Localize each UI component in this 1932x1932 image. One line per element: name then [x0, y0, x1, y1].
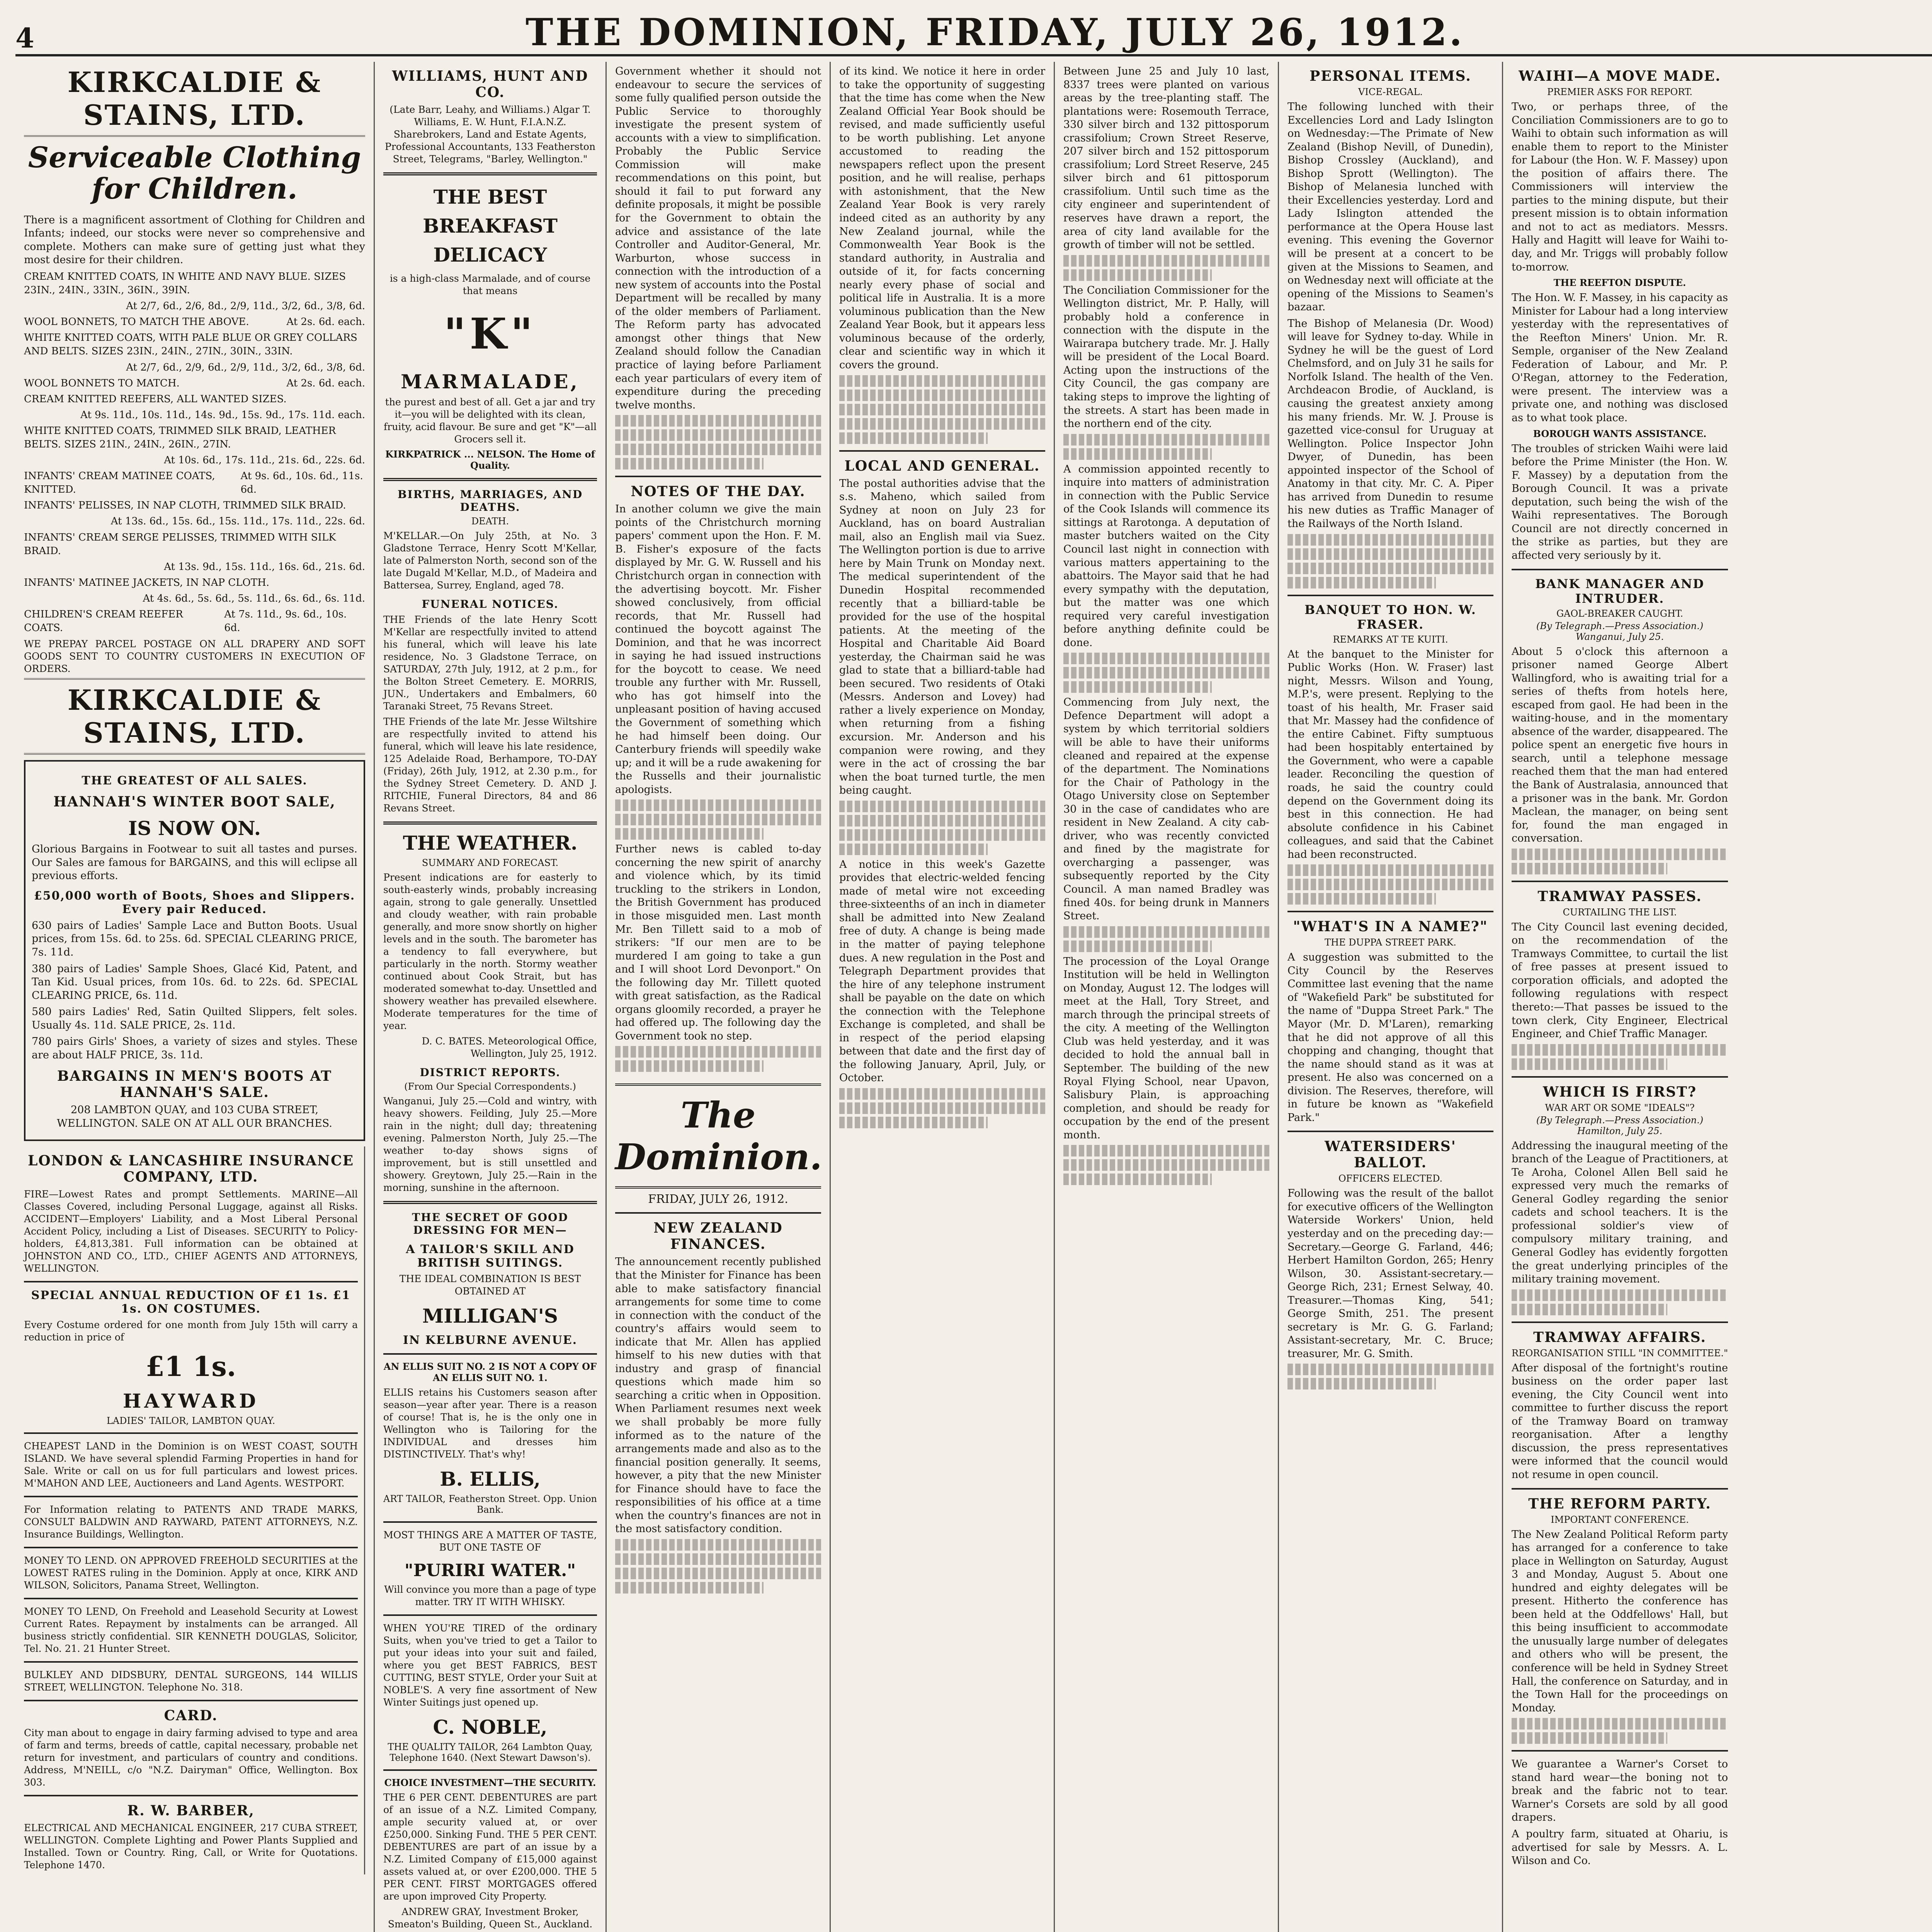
hannah-heading: HANNAH'S WINTER BOOT SALE,	[53, 794, 336, 810]
item-label: INFANTS' PELISSES, IN NAP CLOTH, TRIMMED SILK BRAID.	[24, 500, 346, 512]
text-line	[839, 418, 1045, 430]
text-line	[1063, 434, 1269, 446]
text-line	[1063, 1173, 1212, 1185]
hannah-line: 780 pairs Girls' Shoes, a variety of sizes and styles. These are about HALF PRICE, 3s. 11d.	[32, 1036, 357, 1061]
price-row	[24, 299, 365, 313]
reefton-heading: THE REEFTON DISPUTE.	[1553, 277, 1686, 289]
item-label: INFANTS' CREAM MATINEE COATS, KNITTED.	[24, 470, 215, 496]
mens-boots-heading: BARGAINS IN MEN'S BOOTS AT HANNAH'S SALE.	[57, 1068, 332, 1101]
marmalade-k-logo: "K"	[444, 309, 537, 359]
text-line	[1063, 255, 1269, 267]
bank-manager-heading: BANK MANAGER AND INTRUDER.	[1535, 576, 1704, 606]
divider	[383, 1201, 597, 1204]
ellis-heading: AN ELLIS SUIT NO. 2 IS NOT A COPY OF AN ELLIS SUIT NO. 1.	[383, 1361, 597, 1383]
text-line	[839, 829, 1045, 841]
tramway-affairs-sub: REORGANISATION STILL "IN COMMITTEE."	[1512, 1347, 1728, 1359]
item-price: At 13s. 9d., 15s. 11d., 16s. 6d., 21s. 6d.	[164, 561, 365, 573]
small-ad: BULKLEY AND DIDSBURY, DENTAL SURGEONS, 144 WILLIS STREET, WELLINGTON. Telephone No. 318.	[24, 1669, 358, 1693]
borough-heading: BOROUGH WANTS ASSISTANCE.	[1533, 428, 1707, 439]
item-label: WOOL BONNETS TO MATCH.	[24, 377, 180, 389]
price-row	[24, 469, 365, 497]
nz-finances-heading: NEW ZEALAND FINANCES.	[653, 1220, 783, 1253]
column-5	[1055, 62, 1279, 1932]
page-number: 4	[15, 22, 34, 54]
marmalade-best: THE BEST BREAKFAST DELICACY	[423, 185, 558, 266]
kirkcaldie-intro: There is a magnificent assortment of Clothing for Children and Infants; indeed, our stocks were never so comprehensive and complete. Mothers can make sure of getting just what they most desire for their children.	[24, 214, 365, 266]
item-label: CREAM KNITTED REEFERS, ALL WANTED SIZES.	[24, 393, 287, 405]
divider	[1512, 881, 1728, 882]
text-line	[615, 1553, 821, 1565]
divider	[1512, 569, 1728, 570]
whats-in-a-name-heading: "WHAT'S IN A NAME?"	[1293, 918, 1488, 935]
item-price: At 10s. 6d., 17s. 11d., 21s. 6d., 22s. 6d.	[164, 454, 365, 466]
london-insurance-text: FIRE—Lowest Rates and prompt Settlements. MARINE—All Classes Covered, including Personal Luggage, against all Risks. ACCIDENT—Employers' Liability, and a Most Liberal Personal Accident Policy, including a List of Diseases. SECURITY to Policy-holders, £4,813,381. Full information can be obtained at JOHNSTON AND CO., LTD., CHIEF AGENTS AND ATTORNEYS, WELLINGTON.	[24, 1189, 358, 1274]
dominion-date: FRIDAY, JULY 26, 1912.	[648, 1192, 788, 1206]
which-is-first-sub: WAR ART OR SOME "IDEALS"?	[1545, 1102, 1695, 1113]
divider	[24, 1281, 358, 1282]
item-label: WHITE KNITTED COATS, WITH PALE BLUE OR GREY COLLARS AND BELTS. SIZES 23IN., 24IN., 27IN., 30IN., 33IN.	[24, 332, 357, 357]
text-line	[615, 814, 821, 825]
tramway-passes-heading: TRAMWAY PASSES.	[1537, 888, 1702, 905]
price-row	[24, 576, 365, 590]
item-label: CHILDREN'S CREAM REEFER COATS.	[24, 609, 183, 634]
divider	[383, 821, 597, 825]
text-line	[839, 432, 988, 444]
text-line	[1063, 940, 1212, 952]
tailor-sub: A TAILOR'S SKILL AND BRITISH SUITINGS.	[406, 1243, 575, 1270]
district-text: Wanganui, July 25.—Cold and wintry, with heavy showers. Feilding, July 25.—More rain in the night; dull day; threatening evening. Palmerston North, July 25.—The weather to-day shows signs of improvement, but is still unsettled and showery. Greytown, July 25.—Rain in the morning, sunshine in the afternoon.	[383, 1095, 597, 1193]
item-price: At 2/7, 6d., 2/9, 6d., 2/9, 11d., 3/2, 6d., 3/8, 6d.	[126, 361, 365, 373]
williams-hunt-name: WILLIAMS, HUNT AND CO.	[392, 68, 588, 100]
price-row	[24, 315, 365, 329]
text-line	[1287, 879, 1493, 890]
text-line	[1512, 1732, 1667, 1744]
barber-text: ELECTRICAL AND MECHANICAL ENGINEER, 217 CUBA STREET, WELLINGTON. Complete Lighting and Power Plants Supplied and Installed. Town or Country. Ring, Call, or Write for Quotations. Telephone 1470.	[24, 1822, 358, 1871]
reform-party-sub: IMPORTANT CONFERENCE.	[1551, 1514, 1689, 1525]
text-line	[615, 1568, 821, 1579]
postage-note: WE PREPAY PARCEL POSTAGE ON ALL DRAPERY AND SOFT GOODS SENT TO COUNTRY CUSTOMERS IN EXECUTION OF ORDERS.	[24, 638, 365, 675]
whats-in-a-name-text: A suggestion was submitted to the City Council by the Reserves Committee last evening that the name of "Wakefield Park" be substituted for the name of "Duppa Street Park." The Mayor (Mr. D. M'Laren), remarking that he did not approve of all this chopping and changing, thought that the name should stand as it was at present. He also was concerned on a division. The Reserves, therefore, will in future be known as "Wakefield Park."	[1287, 951, 1493, 1124]
price-row	[24, 499, 365, 512]
text-line	[1287, 1378, 1436, 1389]
personal-items-heading: PERSONAL ITEMS.	[1310, 68, 1471, 84]
item-price: At 4s. 6d., 5s. 6d., 5s. 11d., 6s. 6d., 6s. 11d.	[143, 592, 365, 604]
item-label: WOOL BONNETS, TO MATCH THE ABOVE.	[24, 316, 249, 328]
barber-name: R. W. BARBER,	[127, 1803, 255, 1819]
whats-in-a-name-sub: THE DUPPA STREET PARK.	[1325, 937, 1456, 948]
divider	[24, 1496, 358, 1497]
waihi-sub: PREMIER ASKS FOR REPORT.	[1547, 87, 1692, 97]
hayward-price: £1 1s.	[145, 1350, 236, 1383]
text-line	[1287, 534, 1493, 546]
investment-signature: ANDREW GRAY, Investment Broker, Smeaton's Building, Queen St., Auckland.	[388, 1906, 593, 1930]
text-line	[615, 828, 764, 840]
bank-manager-sub: GAOL-BREAKER CAUGHT.	[1556, 608, 1684, 619]
price-row	[24, 424, 365, 451]
kirkcaldie-ad-title: KIRKCALDIE & STAINS, LTD.	[24, 62, 365, 137]
price-row	[24, 454, 365, 467]
which-is-first-heading: WHICH IS FIRST?	[1543, 1083, 1697, 1100]
divider	[615, 1212, 821, 1214]
vice-regal-text: The following lunched with their Excellencies Lord and Lady Islington on Wednesday:—The Primate of New Zealand (Bishop Nevill, of Dunedin), Bishop Crossley (Auckland), and Bishop Sprott (Wellington). The Bishop of Melanesia lunched with their Excellencies yesterday. Lord and Lady Islington attended the performance at the Opera House last evening. This evening the Governor will be present at a concert to be given at the Missions to Seamen, and on Wednesday next will officiate at the opening of the Missions to Seamen's bazaar.	[1287, 101, 1493, 313]
reform-party-heading: THE REFORM PARTY.	[1528, 1495, 1711, 1512]
text-line	[839, 1117, 988, 1128]
text-line	[1063, 448, 1212, 460]
ellis-text: ELLIS retains his Customers season after season—year after year. There is a reason of course! That is, he is the only one in Wellington who is Tailoring for the INDIVIDUAL and dresses him DISTINCTIVELY. That's why!	[383, 1387, 597, 1460]
mens-boots-text: 208 LAMBTON QUAY, and 103 CUBA STREET, WELLINGTON. SALE ON AT ALL OUR BRANCHES.	[57, 1104, 332, 1129]
tramway-affairs-text: After disposal of the fortnight's routine business on the order paper last evening, the City Council went into committee to further discuss the report of the Tramway Board on tramway reorganisation. After a lengthy discussion, the press representatives were informed that the council would not resume in open council.	[1512, 1362, 1728, 1481]
london-insurance-title: LONDON & LANCASHIRE INSURANCE COMPANY, LTD.	[27, 1153, 354, 1185]
kirkcaldie-ad-script: Serviceable Clothing for Children.	[28, 141, 361, 206]
text-line	[1512, 1289, 1728, 1301]
item-price: At 7s. 11d., 9s. 6d., 10s. 6d.	[224, 609, 347, 634]
hannah-line: 630 pairs of Ladies' Sample Lace and Button Boots. Usual prices, from 15s. 6d. to 25s. 6d. SPECIAL CLEARING PRICE, 7s. 11d.	[32, 919, 357, 958]
divider	[383, 1521, 597, 1523]
puriri-name: "PURIRI WATER."	[404, 1561, 576, 1580]
hannah-now-on: IS NOW ON.	[128, 817, 261, 840]
item-label: INFANTS' CREAM SERGE PELISSES, TRIMMED WITH SILK BRAID.	[24, 531, 336, 557]
small-ad: MONEY TO LEND, On Freehold and Leasehold Security at Lowest Current Rates. Repayment by instalments can be arranged. All business strictly confidential. SIR KENNETH DOUGLAS, Solicitor, Tel. No. 21. 21 Hunter Street.	[24, 1606, 358, 1655]
which-is-first-dateline: (By Telegraph.—Press Association.) Hamilton, July 25.	[1536, 1114, 1704, 1136]
text-line	[1512, 1058, 1667, 1070]
divider	[383, 1614, 597, 1616]
text-line	[615, 1582, 764, 1594]
text-line	[1287, 577, 1436, 588]
text-line	[615, 1539, 821, 1551]
watersiders-heading: WATERSIDERS' BALLOT.	[1325, 1138, 1456, 1171]
funeral-text-2: THE Friends of the late Mr. Jesse Wiltshire are respectfully invited to attend his funeral, which will leave his late residence, 125 Adelaide Road, Berhampore, TO-DAY (Friday), 26th July, 1912, at 2.30 p.m., for the Sydney Street Cemetery. D. AND J. RITCHIE, Funeral Directors, 84 and 86 Revans Street.	[383, 716, 597, 814]
divider	[24, 1661, 358, 1663]
text-line	[839, 815, 1045, 827]
weather-heading: THE WEATHER.	[403, 832, 578, 854]
divider	[24, 1598, 358, 1599]
divider	[383, 1769, 597, 1771]
weather-sub: SUMMARY AND FORECAST.	[422, 857, 559, 868]
text-line	[1063, 269, 1212, 281]
price-row	[24, 331, 365, 358]
marmalade-sub: is a high-class Marmalade, and of course that means	[389, 273, 591, 296]
local-and-general-text: The postal authorities advise that the s.s. Maheno, which sailed from Sydney at noon on July 23 for Auckland, has on board Australian mail, also an English mail via Suez. The Wellington portion is due to arrive here by Main Trunk on Monday next. The medical superintendent of the Dunedin Hospital recommended recently that a billiard-table be provided for the use of the hospital patients. At the meeting of the Hospital and Charitable Aid Board yesterday, the Chairman said he was glad to state that a billiard-table had been secured. Two residents of Otaki (Messrs. Anderson and Lovey) had rather a lively experience on Monday, when returning from a fishing excursion. Mr. Anderson and his companion were rowing, and they were in the act of crossing the bar when the boat turned turtle, the men being caught.	[839, 477, 1045, 797]
finance-article-continued: Government whether it should not endeavour to secure the services of some fully qualified person outside the Public Service to thoroughly investigate the present system of accounts with a view to simplification. Probably the Public Service Commission will make recommendations on this point, but should it fail to put forward any definite proposals, it might be possible for the Government to obtain the advice and assistance of the late Controller and Auditor-General, Mr. Warburton, whose success in connection with the introduction of a new system of accounts into the Postal Department will be recalled by many of the older members of Parliament. The Reform party has advocated amongst other things that New Zealand should follow the Canadian practice of laying before Parliament each year particulars of every item of expenditure during the preceding twelve months.	[615, 65, 821, 411]
item-price: At 9s. 6d., 10s. 6d., 11s. 6d.	[240, 470, 363, 496]
weather-signature: D. C. BATES. Meteorological Office, Wellington, July 25, 1912.	[422, 1036, 597, 1059]
item-price: At 2s. 6d. each.	[286, 377, 365, 389]
text-line	[1512, 1718, 1728, 1730]
the-dominion-nameplate: The Dominion.	[615, 1083, 821, 1189]
hayward-sub: LADIES' TAILOR, LAMBTON QUAY.	[106, 1415, 276, 1427]
funeral-text-1: THE Friends of the late Henry Scott M'Kellar are respectfully invited to attend his funeral, which will leave his late residence, No. 3 Gladstone Terrace, on SATURDAY, 27th July, 1912, at 2 p.m., for the Bolton Street Cemetery. E. MORRIS, JUN., Undertakers and Embalmers, 60 Taranaki Street, 75 Revans Street.	[383, 614, 597, 712]
column-3	[607, 62, 831, 1932]
text-line	[839, 801, 1045, 812]
district-heading: DISTRICT REPORTS.	[420, 1066, 561, 1079]
divider	[1287, 595, 1493, 596]
marmalade-text: the purest and best of all. Get a jar and try it—you will be delighted with its clean, fruity, acid flavour. Be sure and get "K"—all Grocers sell it.	[384, 396, 597, 445]
waihi-text: Two, or perhaps three, of the Conciliation Commissioners are to go to Waihi to obtain such information as will enable them to report to the Minister for Labour (the Hon. W. F. Massey) upon the position of affairs there. The Commissioners will interview the parties to the mining dispute, but their present mission is to obtain information and not to act as mediators. Messrs. Hally and Hagitt will leave for Waihi to-day, and Mr. Triggs will probably follow to-morrow.	[1512, 101, 1728, 273]
notes-of-the-day-heading: NOTES OF THE DAY.	[631, 483, 806, 500]
column-1	[15, 62, 375, 1932]
price-row	[24, 270, 365, 297]
hayward-heading: SPECIAL ANNUAL REDUCTION OF £1 1s. £1 1s. ON COSTUMES.	[31, 1289, 351, 1316]
hannah-boot-sale-ad	[24, 760, 365, 1141]
text-line	[839, 375, 1045, 387]
price-row	[24, 531, 365, 558]
divider	[24, 1547, 358, 1548]
text-line	[1512, 1304, 1667, 1315]
text-line	[1287, 563, 1493, 574]
hannah-greatest: THE GREATEST OF ALL SALES.	[82, 774, 308, 788]
column-7-inner	[1512, 68, 1728, 1868]
newspaper-title: THE DOMINION, FRIDAY, JULY 26, 1912.	[526, 10, 1464, 54]
divider	[1512, 1321, 1728, 1323]
investment-heading: CHOICE INVESTMENT—THE SECURITY.	[384, 1777, 596, 1788]
price-row	[24, 361, 365, 374]
text-line	[615, 415, 821, 427]
banquet-text: At the banquet to the Minister for Public Works (Hon. W. Fraser) last night, Messrs. Wilson and Young, M.P.'s, were present. Replying to the toast of his health, Mr. Fraser said that Mr. Massey had the confidence of the entire Cabinet. Fifty sumptuous had been hospitably entertained by the Government, who were a capable leader. Reconciling the question of roads, he said the country could depend on the Government doing its best in this connection. He had absolute confidence in his Cabinet colleagues, and said that the Cabinet had been reconstructed.	[1287, 648, 1493, 861]
further-news-text: Further news is cabled to-day concerning the new spirit of anarchy and violence which, by its timid truckling to the strikers in London, the British Government has produced in those misguided men. Last month Mr. Ben Tillett said to a mob of strikers: "If our men are to be murdered I am going to take a gun and I will shoot Lord Devonport." On the following day Mr. Tillett quoted with great satisfaction, as the Radical organs gloomily recorded, a prayer he had offered up. The following day the Government took no step.	[615, 843, 821, 1042]
marmalade-name: MARMALADE,	[401, 370, 580, 393]
death-text: M'KELLAR.—On July 25th, at No. 3 Gladstone Terrace, Henry Scott M'Kellar, late of Palmerston North, second son of the late Dugald M'Kellar, M.D., of Madeira and Battersea, Surrey, England, aged 78.	[383, 530, 597, 591]
notes-of-the-day-text: In another column we give the main points of the Christchurch morning papers' comment upon the Hon. F. M. B. Fisher's exposure of the facts displayed by Mr. G. W. Russell and his Christchurch organ in connection with the advertising boycott. Mr. Fisher showed conclusively, from official records, that Mr. Russell had continued the boycott against The Dominion, and that he was incorrect in saying he had issued instructions for the boycott to cease. We need trouble any further with Mr. Russell, who has got himself into the unpleasant position of having accused the Government of something which he had himself been doing. Our Canterbury friends will speedily wake up; and it will be a rude awakening for the Russells and their journalistic apologists.	[615, 503, 821, 796]
text-line	[1063, 667, 1269, 679]
column-4	[831, 62, 1055, 1932]
divider	[1287, 1131, 1493, 1132]
item-price: At 9s. 11d., 10s. 11d., 14s. 9d., 15s. 9d., 17s. 11d. each.	[80, 409, 365, 421]
warner-corset-ad: We guarantee a Warner's Corset to stand hard wear—the boning not to break and the fabric not to tear. Warner's Corsets are sold by all good drapers.	[1512, 1758, 1728, 1824]
small-ad: CHEAPEST LAND in the Dominion is on WEST COAST, SOUTH ISLAND. We have several splendid Farming Properties in hand for Sale. Write or call on us for full particulars and lowest prices. M'MAHON AND LEE, Auctioneers and Land Agents. WESTPORT.	[24, 1440, 358, 1489]
divider	[1512, 1076, 1728, 1078]
nz-finances-text: The announcement recently published that the Minister for Finance has been able to make satisfactory financial arrangements for some time to come in connection with the conduct of the country's affairs would seem to indicate that Mr. Allen has applied himself to his new duties with that industry and grasp of financial questions which made him so searching a critic when in Opposition. When Parliament resumes next week we shall probably be more fully informed as to the nature of the arrangements made and also as to the financial position generally. It seems, however, a pity that the new Minister for Finance should have to face the responsibilities of his office at a time when the country's finances are not in the most satisfactory condition.	[615, 1256, 821, 1535]
poultry-farm-ad: A poultry farm, situated at Ohariu, is advertised for sale by Messrs. A. L. Wilson and Co.	[1512, 1828, 1728, 1867]
text-line	[1063, 653, 1269, 664]
column-6	[1279, 62, 1503, 1932]
divider	[24, 1795, 358, 1796]
williams-hunt-text: (Late Barr, Leahy, and Williams.) Algar T. Williams, E. W. Hunt, F.I.A.N.Z. Sharebrokers, Land and Estate Agents, Professional Accountants, 133 Featherston Street, Telegrams, "Barley, Wellington."	[385, 104, 595, 165]
which-is-first-text: Addressing the inaugural meeting of the branch of the League of Practitioners, at Te Aroha, Colonel Allen Bell said he expressed very much the remarks of General Godley regarding the senior cadets and school teachers. It is the professional soldier's view of compulsory military training, and General Godley has evidently forgotten the great underlying principles of the military training movement.	[1512, 1139, 1728, 1286]
noble-text: WHEN YOU'RE TIRED of the ordinary Suits, when you've tried to get a Tailor to put your ideas into your suit and failed, where you get BEST FABRICS, BEST CUTTING, BEST STYLE, Order your Suit at NOBLE'S. A very fine assortment of New Winter Suitings just opened up.	[383, 1622, 597, 1708]
marmalade-maker: KIRKPATRICK ... NELSON. The Home of Quality.	[385, 449, 595, 471]
text-line	[1512, 849, 1728, 860]
local-and-general-text-2: A notice in this week's Gazette provides that electric-welded fencing made of metal wire not exceeding three-sixteenths of an inch in diameter shall be admitted into New Zealand free of duty. A change is being made in the matter of paying telephone dues. A new regulation in the Post and Telegraph Department provides that the hire of any telephone instrument shall be payable on the date on which the connection with the Telephone Exchange is completed, and shall be in respect of the period elapsing between that date and the first day of the following January, April, July, or October.	[839, 858, 1045, 1084]
tailor-heading: THE SECRET OF GOOD DRESSING FOR MEN—	[412, 1211, 568, 1236]
bank-manager-dateline: (By Telegraph.—Press Association.) Wanganui, July 25.	[1536, 620, 1704, 642]
kirkcaldie-ad2-title: KIRKCALDIE & STAINS, LTD.	[24, 678, 365, 755]
local-news-para: The procession of the Loyal Orange Institution will be held in Wellington on Monday, August 12. The lodges will meet at the Hall, Tory Street, and march through the principal streets of the city. A meeting of the Wellington Club was held yesterday, and it was decided to hold the annual ball in September. The building of the new Royal Flying School, near Upavon, Salisbury Plain, is approaching completion, and should be ready for occupation by the end of the present month.	[1063, 955, 1269, 1141]
col1-lower-left	[24, 1146, 365, 1874]
banquet-heading: BANQUET TO HON. W. FRASER.	[1304, 602, 1476, 632]
small-ad: For Information relating to PATENTS AND TRADE MARKS, CONSULT BALDWIN AND RAYWARD, PATENT ATTORNEYS, N.Z. Insurance Buildings, Wellington.	[24, 1504, 358, 1540]
text-line	[839, 389, 1045, 401]
death-heading: DEATH.	[471, 516, 509, 527]
price-row	[24, 408, 365, 422]
bmd-heading: BIRTHS, MARRIAGES, AND DEATHS.	[397, 488, 583, 514]
item-label: WHITE KNITTED COATS, TRIMMED SILK BRAID, LEATHER BELTS. SIZES 21IN., 24IN., 26IN., 27IN.	[24, 425, 336, 450]
text-line	[1063, 1159, 1269, 1171]
clothing-price-list	[24, 270, 365, 635]
watersiders-sub: OFFICERS ELECTED.	[1338, 1173, 1443, 1184]
price-row	[24, 377, 365, 390]
price-row	[24, 560, 365, 574]
text-line	[1287, 893, 1436, 905]
text-line	[839, 404, 1045, 415]
tailor-name: MILLIGAN'S	[422, 1304, 558, 1327]
divider	[383, 478, 597, 481]
text-line	[1063, 1145, 1269, 1156]
tramway-passes-text: The City Council last evening decided, on the recommendation of the Tramways Committee, to curtail the list of free passes at present issued to corporation officials, and adopted the following regulations with respect thereto:—That passes be issued to the town clerk, City Engineer, Electrical Engineer, and Chief Traffic Manager.	[1512, 921, 1728, 1040]
noble-sub: THE QUALITY TAILOR, 264 Lambton Quay, Telephone 1640. (Next Stewart Dawson's).	[388, 1742, 593, 1763]
text-line	[839, 1088, 1045, 1100]
tailor-address: IN KELBURNE AVENUE.	[403, 1333, 578, 1347]
borough-text: The troubles of stricken Waihi were laid before the Prime Minister (the Hon. W. F. Massey) by a deputation from the Borough Council. It was a private deputation, such being the wish of the Waihi representatives. The Borough Council are not directly concerned in the strike as parties, but they are affected very seriously by it.	[1512, 442, 1728, 561]
divider	[1512, 1488, 1728, 1490]
year-book-article: of its kind. We notice it here in order to take the opportunity of suggesting that the time has come when the New Zealand Official Year Book should be revised, and made sufficiently useful to be worth publishing. Let anyone accustomed to reading the newspapers reflect upon the present position, and he will realise, perhaps with astonishment, that the New Zealand Year Book is very rarely indeed cited as an authority by any New Zealand journal, while the Commonwealth Year Book is the standard authority, in Australia and outside of it, for facts concerning nearly every phase of social and political life in Australia. It is a more voluminous publication than the New Zealand Year Book, but it appears less voluminous because of the orderly, clear and scientific way in which it covers the ground.	[839, 65, 1045, 371]
price-row	[24, 592, 365, 605]
divider	[24, 1432, 358, 1434]
text-line	[615, 799, 821, 811]
small-ad: MONEY TO LEND. ON APPROVED FREEHOLD SECURITIES at the LOWEST RATES ruling in the Dominion. Apply at once, KIRK AND WILSON, Solicitors, Panama Street, Wellington.	[24, 1555, 358, 1591]
tailor-combo: THE IDEAL COMBINATION IS BEST OBTAINED AT	[399, 1273, 581, 1297]
hannah-stock: £50,000 worth of Boots, Shoes and Slippers. Every pair Reduced.	[34, 889, 355, 916]
text-line	[615, 458, 764, 469]
masthead	[15, 8, 1932, 56]
text-line	[1287, 548, 1493, 560]
tramway-affairs-heading: TRAMWAY AFFAIRS.	[1533, 1329, 1706, 1345]
puriri-sub: Will convince you more than a page of type matter. TRY IT WITH WHISKY.	[384, 1584, 596, 1607]
divider	[615, 476, 821, 477]
divider	[839, 450, 1045, 452]
text-line	[1512, 863, 1667, 874]
item-label: CREAM KNITTED COATS, IN WHITE AND NAVY BLUE. SIZES 23IN., 24IN., 33IN., 36IN., 39IN.	[24, 270, 346, 296]
divider	[1512, 1750, 1728, 1752]
card-heading: CARD.	[164, 1708, 218, 1724]
local-news-para: Between June 25 and July 10 last, 8337 trees were planted on various areas by the tree-planting staff. The plantations were: Rosemouth Terrace, 330 silver birch and 132 pittosporum crassifolium; Crown Street Reserve, 207 silver birch and 152 pittosporum crassifolium; Lord Street Reserve, 245 silver birch and 61 pittosporum crassifolium. Until such time as the city engineer and superintendent of reserves have drawn a report, the area of city land available for the growth of timber will not be settled.	[1063, 65, 1269, 251]
local-news-para: Commencing from July next, the Defence Department will adopt a system by which territorial soldiers will be able to have their uniforms cleaned and repaired at the expense of the department. The Nominations for the Chair of Pathology in the Otago University close on September 30 in the case of candidates who are resident in New Zealand. A city cab-driver, who was recently convicted and fined by the magistrate for overcharging a passenger, was subsequently reported by the City Council. A man named Bradley was fined 40s. for being drunk in Manners Street.	[1063, 696, 1269, 922]
text-line	[1063, 681, 1212, 693]
bank-manager-text: About 5 o'clock this afternoon a prisoner named George Albert Wallingford, who is awaiting trial for a series of thefts from hotels here, escaped from gaol. He had been in the waiting-house, and in the momentary absence of the warder, disappeared. The police spent an energetic five hours in search, until a telephone message reached them that the man had entered the Bank of Australasia, announced that a prisoner was in the bank. Mr. Gordon Maclean, the manager, on being sent for, found the man engaged in conversation.	[1512, 645, 1728, 845]
local-news-para: A commission appointed recently to inquire into matters of administration in connection with the Public Service of the Cook Islands will commence its sittings at Rarotonga. A deputation of master butchers waited on the City Council last night in connection with various matters appertaining to the abattoirs. The Mayor said that he had every sympathy with the deputation, but the matter was one which required very careful investigation before anything definite could be done.	[1063, 463, 1269, 649]
hannah-text: Glorious Bargains in Footwear to suit all tastes and purses. Our Sales are famous for BARGAINS, and this will eclipse all previous efforts.	[32, 843, 357, 882]
item-price: At 2/7, 6d., 2/6, 8d., 2/9, 11d., 3/2, 6d., 3/8, 6d.	[126, 300, 365, 312]
text-line	[1287, 864, 1493, 876]
noble-name: C. NOBLE,	[433, 1716, 548, 1738]
card-text: City man about to engage in dairy farming advised to type and area of farm and terms, breeds of cattle, capital necessary, probable net return for investment, and particulars of country and conditions. Address, M'NEILL, c/o "N.Z. Dairyman" Office, Wellington. Box 303.	[24, 1727, 358, 1788]
text-line	[615, 444, 821, 455]
text-line	[839, 1102, 1045, 1114]
hannah-line: 580 pairs Ladies' Red, Satin Quilted Slippers, felt soles. Usually 4s. 11d. SALE PRICE, 2s. 11d.	[32, 1006, 357, 1031]
reform-party-text: The New Zealand Political Reform party has arranged for a conference to take place in Wellington on Saturday, August 3 and Monday, August 5. About one hundred and eighty delegates will be present. Hitherto the conference has been held at the Oddfellows' Hall, but this being insufficient to accommodate the unusually large number of delegates and others who will be present, the conference will be held in Sydney Street Hall, the conference on Saturday, and in the Town Hall for the proceedings on Monday.	[1512, 1528, 1728, 1714]
divider	[383, 1353, 597, 1355]
district-sub: (From Our Special Correspondents.)	[404, 1081, 576, 1092]
divider	[24, 1700, 358, 1701]
waihi-heading: WAIHI—A MOVE MADE.	[1519, 68, 1721, 84]
text-line	[1287, 1364, 1493, 1375]
hannah-line: 380 pairs of Ladies' Sample Shoes, Glacé Kid, Patent, and Tan Kid. Usual prices, from 10s. 6d. to 22s. 6d. SPECIAL CLEARING PRICE, 6s. 11d.	[32, 963, 357, 1002]
col1-lower-split	[24, 1146, 365, 1874]
hayward-name: HAYWARD	[123, 1389, 259, 1413]
investment-text: THE 6 PER CENT. DEBENTURES are part of an issue of a N.Z. Limited Company, ample security valued at, or over £250,000. Sinking Fund. THE 5 PER CENT. DEBENTURES are part of an issue by a N.Z. Limited Company of £15,000 against assets valued at, or over £200,000. THE 5 PER CENT. FIRST MORTGAGES offered are upon improved City Property.	[383, 1792, 597, 1902]
hayward-text: Every Costume ordered for one month from July 15th will carry a reduction in price of	[24, 1319, 358, 1343]
price-row	[24, 515, 365, 528]
text-line	[615, 1046, 821, 1058]
puriri-text: MOST THINGS ARE A MATTER OF TASTE, BUT ONE TASTE OF	[383, 1529, 597, 1553]
text-line	[1063, 926, 1269, 938]
column-7	[1503, 62, 1932, 1932]
tramway-passes-sub: CURTAILING THE LIST.	[1563, 906, 1677, 918]
weather-text: Present indications are for easterly to south-easterly winds, probably increasing again, strong to gale generally. Unsettled and cloudy weather, with rain probable generally, and more snow shortly on higher levels and in the south. The barometer has a tendency to fall everywhere, but particularly in the north. Stormy weather continued about Cook Strait, but has moderated somewhat to-day. Unsettled and showery weather has prevailed elsewhere. Moderate temperatures for the time of year.	[383, 872, 597, 1031]
reefton-text: The Hon. W. F. Massey, in his capacity as Minister for Labour had a long interview yesterday with the representatives of the Reefton Miners' Union. Mr. R. Semple, organiser of the New Zealand Federation of Labour, and Mr. P. O'Regan, attorney to the Federation, were present. The interview was a private one, and nothing was disclosed as to what took place.	[1512, 292, 1728, 424]
text-line	[615, 1060, 764, 1072]
price-row	[24, 393, 365, 406]
watersiders-text: Following was the result of the ballot for executive officers of the Wellington Waterside Workers' Union, held yesterday and on the preceding day:—Secretary.—George G. Farland, 446; Herbert Hamilton Gordon, 265; Henry Wilson, 30. Assistant-secretary.—George Rich, 231; Ernest Selway, 40. Treasurer.—Thomas King, 541; George Smith, 251. The present secretary is Mr. G. G. Farland; Assistant-secretary, Mr. C. Bruce; treasurer, Mr. G. Smith.	[1287, 1187, 1493, 1360]
banquet-sub: REMARKS AT TE KUITI.	[1333, 634, 1448, 645]
vice-regal-heading: VICE-REGAL.	[1358, 87, 1423, 97]
ellis-sub: ART TAILOR, Featherston Street. Opp. Union Bank.	[383, 1493, 597, 1515]
ellis-name: B. ELLIS,	[440, 1468, 541, 1490]
item-price: At 13s. 6d., 15s. 6d., 15s. 11d., 17s. 11d., 22s. 6d.	[111, 515, 365, 527]
text-line	[839, 844, 988, 855]
personal-text: The Bishop of Melanesia (Dr. Wood) will leave for Sydney to-day. While in Sydney he will be the guest of Lord Chelmsford, and on July 31 he sails for Norfolk Island. The health of the Ven. Archdeacon Brodie, of Auckland, is causing the greatest anxiety among his many friends. Mr. W. J. Prouse is gazetted vice-consul for Uruguay at Wellington. Police Inspector John Dwyer, of Dunedin, has been appointed inspector of the School of Anatomy in that city. Mr. C. A. Piper has arrived from Dunedin to resume his new duties as Traffic Manager of the Railways of the North Island.	[1287, 317, 1493, 530]
local-and-general-heading: LOCAL AND GENERAL.	[844, 457, 1040, 474]
item-price: At 2s. 6d. each.	[286, 316, 365, 328]
text-line	[615, 429, 821, 441]
column-2	[375, 62, 607, 1932]
text-line	[1512, 1044, 1728, 1056]
divider	[1287, 911, 1493, 912]
local-news-para: The Conciliation Commissioner for the Wellington district, Mr. P. Hally, will probably hold a conference in connection with the dispute in the Wairarapa butchery trade. Mr. J. Hally will be president of the Local Board. Acting upon the instructions of the City Council, the gas company are taking steps to improve the lighting of the streets. A start has been made in the northern end of the city.	[1063, 284, 1269, 430]
item-label: INFANTS' MATINEE JACKETS, IN NAP CLOTH.	[24, 577, 270, 588]
funeral-heading: FUNERAL NOTICES.	[422, 598, 559, 611]
divider	[383, 172, 597, 175]
price-row	[24, 608, 365, 635]
